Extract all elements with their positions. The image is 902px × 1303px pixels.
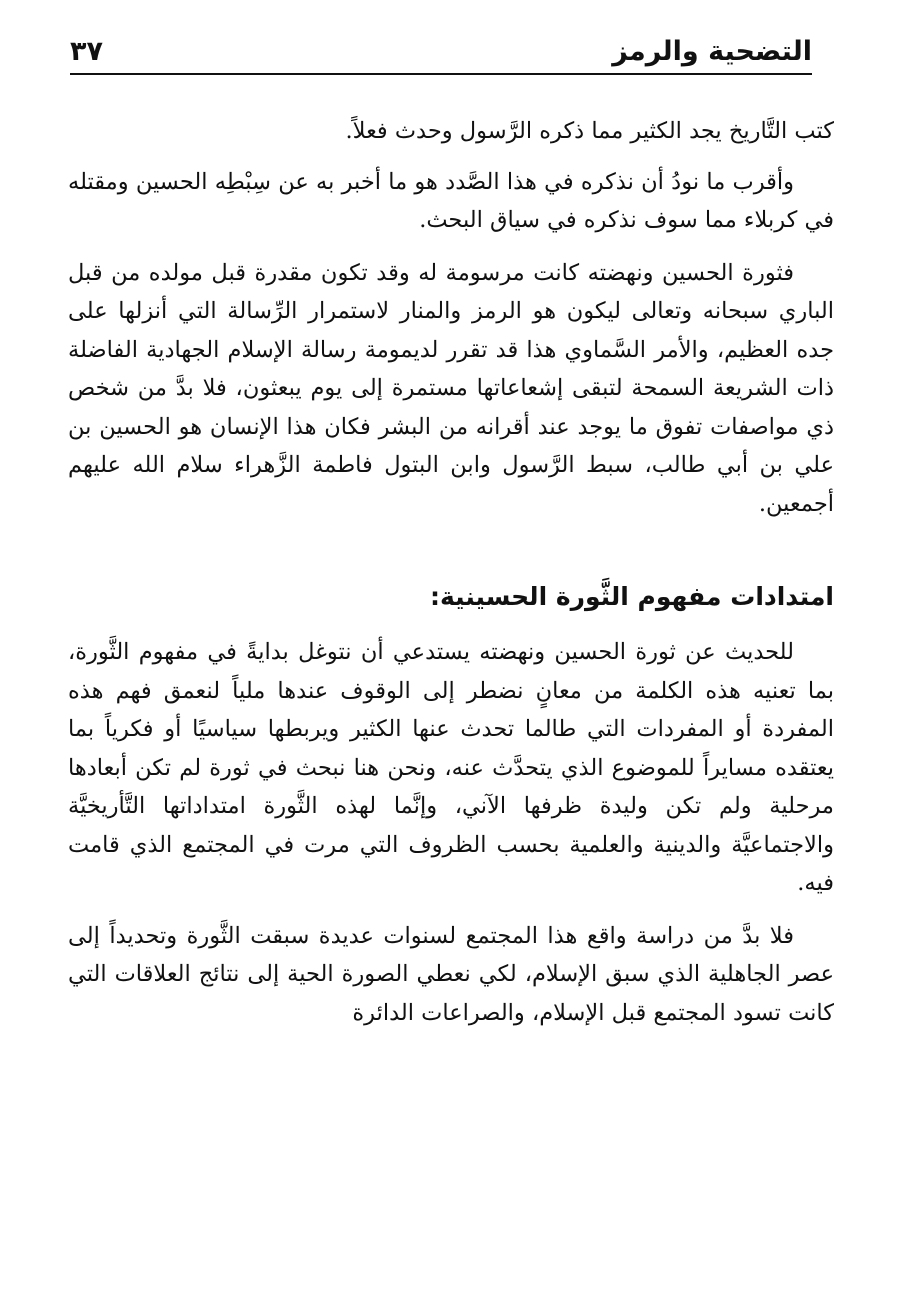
paragraph-2: وأقرب ما نودُ أن نذكره في هذا الصَّدد هو ما أخبر به عن سِبْطِه الحسين ومقتله في كربلاء مما سوف نذكره في سياق البحث. bbox=[68, 168, 834, 233]
section-paragraph-2: فلا بدَّ من دراسة واقع هذا المجتمع لسنوات عديدة سبقت الثَّورة وتحديداً إلى عصر الجاهلية الذي سبق الإسلام، لكي نعطي الصورة الحية إلى نتائج العلاقات التي كانت تسود المجتمع قبل الإسلام، والصراعات الدائرة bbox=[68, 922, 834, 1026]
page-body bbox=[68, 112, 834, 1032]
section-paragraph-1: للحديث عن ثورة الحسين ونهضته يستدعي أن نتوغل بدايةً في مفهوم الثَّورة، بما تعنيه هذه الكلمة من معانٍ نضطر إلى الوقوف عندها ملياً لنعمق فهم هذه المفردة أو المفردات التي طالما تحدث عنها الكثير ويربطها سياسيًا أو فكرياً بما يعتقده مسايراً للموضوع الذي يتحدَّث عنه، ونحن هنا نبحث في ثورة لم تكن أبعادها مرحلية ولم تكن وليدة ظرفها الآني، وإنَّما لهذه الثَّورة امتداداتها التَّأريخيَّة والاجتماعيَّة والدينية والعلمية بحسب الظروف التي مرت في المجتمع الذي قامت فيه. bbox=[68, 639, 834, 896]
running-header-title: التضحية والرمز bbox=[612, 36, 812, 67]
paragraph-1: كتب التَّاريخ يجد الكثير مما ذكره الرَّسول وحدث فعلاً. bbox=[345, 118, 834, 144]
paragraph-3: فثورة الحسين ونهضته كانت مرسومة له وقد تكون مقدرة قبل مولده من قبل الباري سبحانه وتعالى ليكون هو الرمز والمنار لاستمرار الرِّسالة التي أنزلها على جده العظيم، والأمر السَّماوي هذا قد تقرر لديمومة رسالة الإسلام الجهادية الفاضلة ذات الشريعة السمحة لتبقى إشعاعاتها مستمرة إلى يوم يبعثون، فلا بدَّ من شخص ذي مواصفات تفوق ما يوجد عند أقرانه من البشر فكان هذا الإنسان هو الحسين بن علي بن أبي طالب، سبط الرَّسول وابن البتول فاطمة الزَّهراء سلام الله عليهم أجمعين. bbox=[68, 259, 834, 517]
running-header bbox=[70, 22, 812, 72]
section-heading: امتدادات مفهوم الثَّورة الحسينية: bbox=[429, 582, 834, 611]
header-divider bbox=[70, 73, 812, 75]
page-number: ٣٧ bbox=[70, 36, 103, 67]
